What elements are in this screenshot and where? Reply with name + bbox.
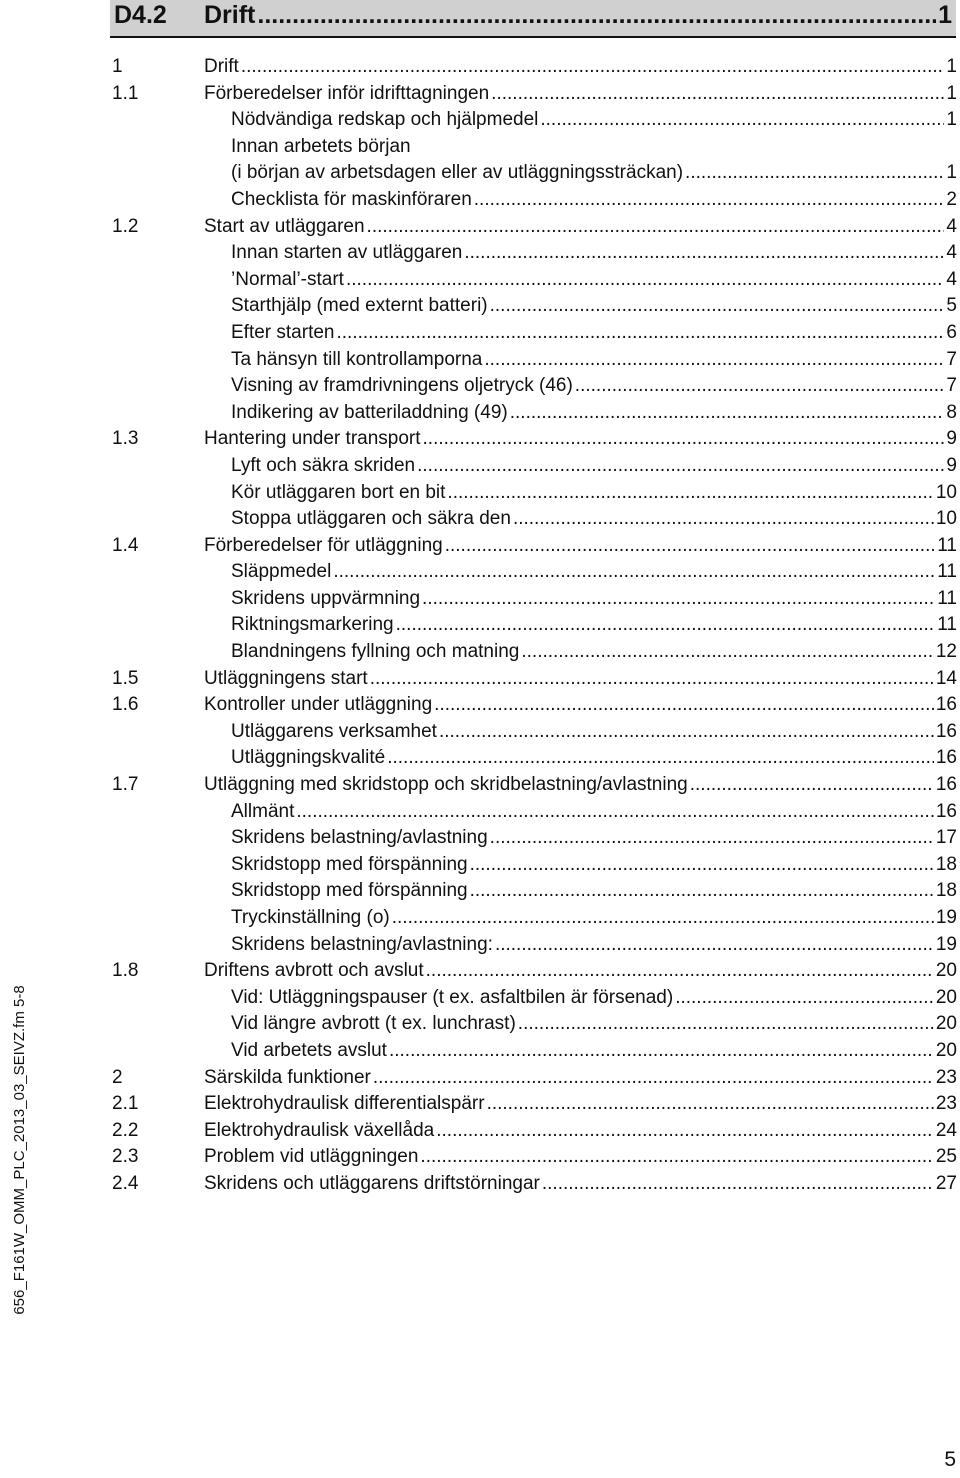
toc-entry-number: 1.6: [112, 694, 139, 716]
toc-entry[interactable]: [112, 692, 957, 719]
toc-entry[interactable]: [112, 666, 957, 693]
toc-entry-title: Efter starten: [231, 321, 335, 343]
toc-entry-page: 10: [935, 481, 957, 503]
toc-entry-page: 20: [935, 960, 957, 982]
toc-entry-page: 5: [946, 295, 957, 317]
leader-dots: [575, 373, 945, 400]
toc-entry-title: Checklista för maskinföraren: [231, 188, 472, 210]
leader-dots: [296, 799, 934, 826]
leader-dots: [417, 453, 944, 480]
leader-dots: [690, 772, 934, 799]
toc-entry[interactable]: [112, 347, 957, 374]
leader-dots: [241, 54, 945, 81]
section-number: D4.2: [114, 1, 167, 29]
leader-dots: [434, 692, 934, 719]
toc-entry-page: 6: [946, 321, 957, 343]
leader-dots: [396, 612, 936, 639]
toc-entry[interactable]: [112, 320, 957, 347]
toc-entry-number: 1.4: [112, 534, 139, 556]
leader-dots: [495, 932, 934, 959]
toc-entry-title: Skridens belastning/avlastning:: [231, 933, 493, 955]
toc-entry-page: 4: [946, 268, 957, 290]
leader-dots: [513, 506, 934, 533]
toc-entry-page: 24: [935, 1119, 957, 1141]
toc-entry[interactable]: [112, 506, 957, 533]
toc-entry-page: 1: [946, 82, 957, 104]
toc-entry-title: Förberedelser inför idrifttagningen: [204, 82, 490, 104]
toc-entry-number: 1.1: [112, 82, 139, 104]
leader-dots: [487, 1091, 934, 1118]
toc-entry-page: 11: [937, 614, 957, 636]
toc-entry-title: Vid längre avbrott (t ex. lunchrast): [231, 1013, 516, 1035]
toc-entry-page: 7: [946, 375, 957, 397]
toc-entry-page: 2: [946, 188, 957, 210]
toc-entry[interactable]: [112, 214, 957, 241]
toc-entry-title: Förberedelser för utläggning: [204, 534, 443, 556]
toc-entry-page: 4: [946, 242, 957, 264]
toc-entry-title: Skridens och utläggarens driftstörningar: [204, 1172, 540, 1194]
leader-dots: [392, 905, 934, 932]
toc-entry-number: 2: [112, 1066, 123, 1088]
toc-entry-title: Vid arbetets avslut: [231, 1039, 387, 1061]
toc-entry-page: 16: [935, 720, 957, 742]
toc-entry-title: Starthjälp (med externt batteri): [231, 295, 488, 317]
toc-entry[interactable]: [112, 267, 957, 294]
toc-entry-title: Hantering under transport: [204, 428, 421, 450]
toc-entry-title: Problem vid utläggningen: [204, 1146, 419, 1168]
toc-entry-page: 16: [935, 747, 957, 769]
leader-dots: [470, 878, 934, 905]
toc-entry-page: 8: [946, 401, 957, 423]
leader-dots: [490, 825, 934, 852]
toc-entry-number: 1.5: [112, 667, 139, 689]
leader-dots: [464, 240, 944, 267]
toc-entry-page: 18: [935, 880, 957, 902]
toc-entry[interactable]: [112, 1011, 957, 1038]
toc-entry-page: 19: [935, 933, 957, 955]
toc-entry-title: Kör utläggaren bort en bit: [231, 481, 446, 503]
toc-entry[interactable]: [112, 932, 957, 959]
toc-entry-page: 1: [946, 56, 957, 77]
toc-entry-page: 23: [935, 1093, 957, 1115]
toc-entry-title: Skridens uppvärmning: [231, 587, 421, 609]
leader-dots: [540, 107, 944, 134]
toc-entry-title: Innan arbetets början: [231, 135, 411, 157]
leader-dots: [333, 559, 935, 586]
toc-entry-title: ’Normal’-start: [231, 268, 344, 290]
leader-dots: [426, 958, 934, 985]
toc-entry-title: Tryckinställning (o): [231, 907, 390, 928]
toc-entry-page: 11: [937, 534, 957, 556]
toc-entry[interactable]: [112, 293, 957, 320]
toc-entry-title: Kontroller under utläggning: [204, 694, 433, 716]
toc-entry[interactable]: [112, 905, 957, 932]
toc-entry-page: 18: [935, 853, 957, 875]
toc-entry[interactable]: [112, 1091, 957, 1118]
leader-dots: [518, 1011, 934, 1038]
toc-entry-page: 20: [935, 1013, 957, 1035]
leader-dots: [685, 160, 944, 187]
toc-entry-page: 11: [937, 587, 957, 609]
toc-entry-title: Indikering av batteriladdning (49): [231, 401, 508, 423]
leader-dots: [370, 666, 934, 693]
toc-entry-page: 1: [946, 162, 957, 184]
toc-entry-page: 12: [935, 641, 957, 663]
toc-entry[interactable]: [112, 719, 957, 746]
toc-entry-page: 27: [935, 1172, 957, 1194]
toc-entry-number: 2.1: [112, 1093, 139, 1115]
toc-entry-page: 25: [935, 1146, 957, 1168]
toc-entry-number: 1.7: [112, 774, 139, 796]
toc-entry[interactable]: [112, 107, 957, 134]
toc-entry-title: (i början av arbetsdagen eller av utläggningssträckan): [231, 162, 684, 184]
toc-entry-page: 7: [946, 348, 957, 370]
toc-entry-page: 9: [946, 428, 957, 450]
toc-entry-title: Skridens belastning/avlastning: [231, 827, 488, 849]
toc-entry-title: Utläggningskvalité: [231, 747, 386, 769]
toc-entry-title: Utläggarens verksamhet: [231, 720, 437, 742]
toc-entry-page: 16: [935, 774, 957, 796]
leader-dots: [387, 745, 934, 772]
toc-entry-number: 1: [112, 56, 123, 77]
toc-entry-title: Skridstopp med förspänning: [231, 853, 468, 875]
toc-entry-page: 17: [935, 827, 957, 849]
toc-entry-title: Drift: [204, 56, 239, 77]
leader-dots: [389, 1038, 934, 1065]
toc-entry[interactable]: [112, 160, 957, 187]
table-of-contents: [112, 54, 957, 1198]
toc-entry[interactable]: [112, 852, 957, 879]
toc-entry-title: Elektrohydraulisk differentialspärr: [204, 1093, 485, 1115]
toc-entry-number: 1.8: [112, 960, 139, 982]
leader-dots: [445, 533, 936, 560]
toc-entry-number: 2.4: [112, 1172, 139, 1194]
toc-entry-title: Innan starten av utläggaren: [231, 242, 463, 264]
toc-entry[interactable]: [112, 985, 957, 1012]
toc-entry-page: 10: [935, 508, 957, 530]
leader-dots: [439, 719, 934, 746]
toc-entry-title: Elektrohydraulisk växellåda: [204, 1119, 435, 1141]
section-title: Drift: [204, 1, 256, 29]
toc-entry[interactable]: [112, 1065, 957, 1092]
toc-entry[interactable]: [112, 426, 957, 453]
toc-entry[interactable]: [112, 1118, 957, 1145]
toc-entry-title: Stoppa utläggaren och säkra den: [231, 508, 511, 530]
toc-entry[interactable]: [112, 745, 957, 772]
toc-entry-title: Riktningsmarkering: [231, 614, 394, 636]
file-reference: 656_F161W_OMM_PLC_2013_03_SEIVZ.fm 5-8: [11, 985, 28, 1315]
toc-entry-page: 20: [935, 1039, 957, 1061]
toc-entry-title: Särskilda funktioner: [204, 1066, 371, 1088]
leader-dots: [337, 320, 945, 347]
leader-dots: [675, 985, 934, 1012]
leader-dots: [470, 852, 934, 879]
toc-entry-title: Start av utläggaren: [204, 215, 365, 237]
toc-entry-page: 11: [937, 561, 957, 583]
toc-entry-number: 1.2: [112, 215, 139, 237]
leader-dots: [490, 293, 945, 320]
toc-entry[interactable]: [112, 1171, 957, 1198]
toc-entry-title: Utläggningens start: [204, 667, 368, 689]
leader-dots: [542, 1171, 934, 1198]
toc-entry[interactable]: [112, 878, 957, 905]
toc-entry-page: 4: [946, 215, 957, 237]
leader-dots: [474, 187, 945, 214]
toc-entry[interactable]: [112, 134, 957, 161]
toc-entry-page: 16: [935, 800, 957, 822]
toc-entry-title: Driftens avbrott och avslut: [204, 960, 424, 982]
toc-entry[interactable]: [112, 54, 957, 81]
toc-entry-title: Nödvändiga redskap och hjälpmedel: [231, 109, 539, 131]
toc-entry-title: Allmänt: [231, 800, 295, 822]
section-title-row[interactable]: [204, 0, 956, 30]
leader-dots: [484, 347, 944, 374]
toc-entry[interactable]: [112, 612, 957, 639]
toc-entry-number: 2.2: [112, 1119, 139, 1141]
toc-entry-page: 20: [935, 986, 957, 1008]
leader-dots: [422, 586, 935, 613]
toc-entry[interactable]: [112, 480, 957, 507]
toc-entry[interactable]: [112, 799, 957, 826]
toc-entry[interactable]: [112, 586, 957, 613]
toc-entry[interactable]: [112, 958, 957, 985]
toc-entry-page: 19: [935, 907, 957, 928]
leader-dots: [423, 426, 945, 453]
leader-dots: [436, 1118, 934, 1145]
toc-entry[interactable]: [112, 1038, 957, 1065]
toc-entry-page: 9: [946, 454, 957, 476]
toc-entry-number: 2.3: [112, 1146, 139, 1168]
leader-dots: [420, 1144, 933, 1171]
leader-dots: [373, 1065, 934, 1092]
toc-entry[interactable]: [112, 373, 957, 400]
leader-dots: [510, 400, 945, 427]
toc-entry-title: Vid: Utläggningspauser (t ex. asfaltbilen är försenad): [231, 986, 674, 1008]
page-number: 5: [944, 1448, 956, 1471]
leader-dots: [346, 267, 944, 294]
section-page: 1: [938, 1, 952, 29]
toc-entry[interactable]: [112, 400, 957, 427]
leader-dots: [257, 0, 936, 30]
toc-entry-page: 23: [935, 1066, 957, 1088]
toc-entry-number: 1.3: [112, 428, 139, 450]
toc-entry-title: Lyft och säkra skriden: [231, 454, 416, 476]
section-header: [110, 0, 956, 38]
toc-entry[interactable]: [112, 453, 957, 480]
toc-entry-title: Ta hänsyn till kontrollamporna: [231, 348, 483, 370]
toc-entry-title: Utläggning med skridstopp och skridbelastning/avlastning: [204, 774, 688, 796]
toc-entry[interactable]: [112, 1144, 957, 1171]
toc-entry-title: Skridstopp med förspänning: [231, 880, 468, 902]
toc-entry[interactable]: [112, 559, 957, 586]
toc-entry-title: Blandningens fyllning och matning: [231, 641, 520, 663]
toc-entry-page: 14: [935, 667, 957, 689]
leader-dots: [521, 639, 934, 666]
toc-entry[interactable]: [112, 187, 957, 214]
toc-entry-page: 16: [935, 694, 957, 716]
toc-entry-page: 1: [946, 109, 957, 131]
toc-entry[interactable]: [112, 772, 957, 799]
toc-entry-title: Släppmedel: [231, 561, 332, 583]
toc-entry[interactable]: [112, 533, 957, 560]
leader-dots: [367, 214, 945, 241]
leader-dots: [491, 81, 944, 108]
toc-entry-title: Visning av framdrivningens oljetryck (46): [231, 375, 573, 397]
toc-entry[interactable]: [112, 639, 957, 666]
toc-entry[interactable]: [112, 825, 957, 852]
leader-dots: [447, 480, 933, 507]
toc-entry[interactable]: [112, 81, 957, 108]
toc-entry[interactable]: [112, 240, 957, 267]
